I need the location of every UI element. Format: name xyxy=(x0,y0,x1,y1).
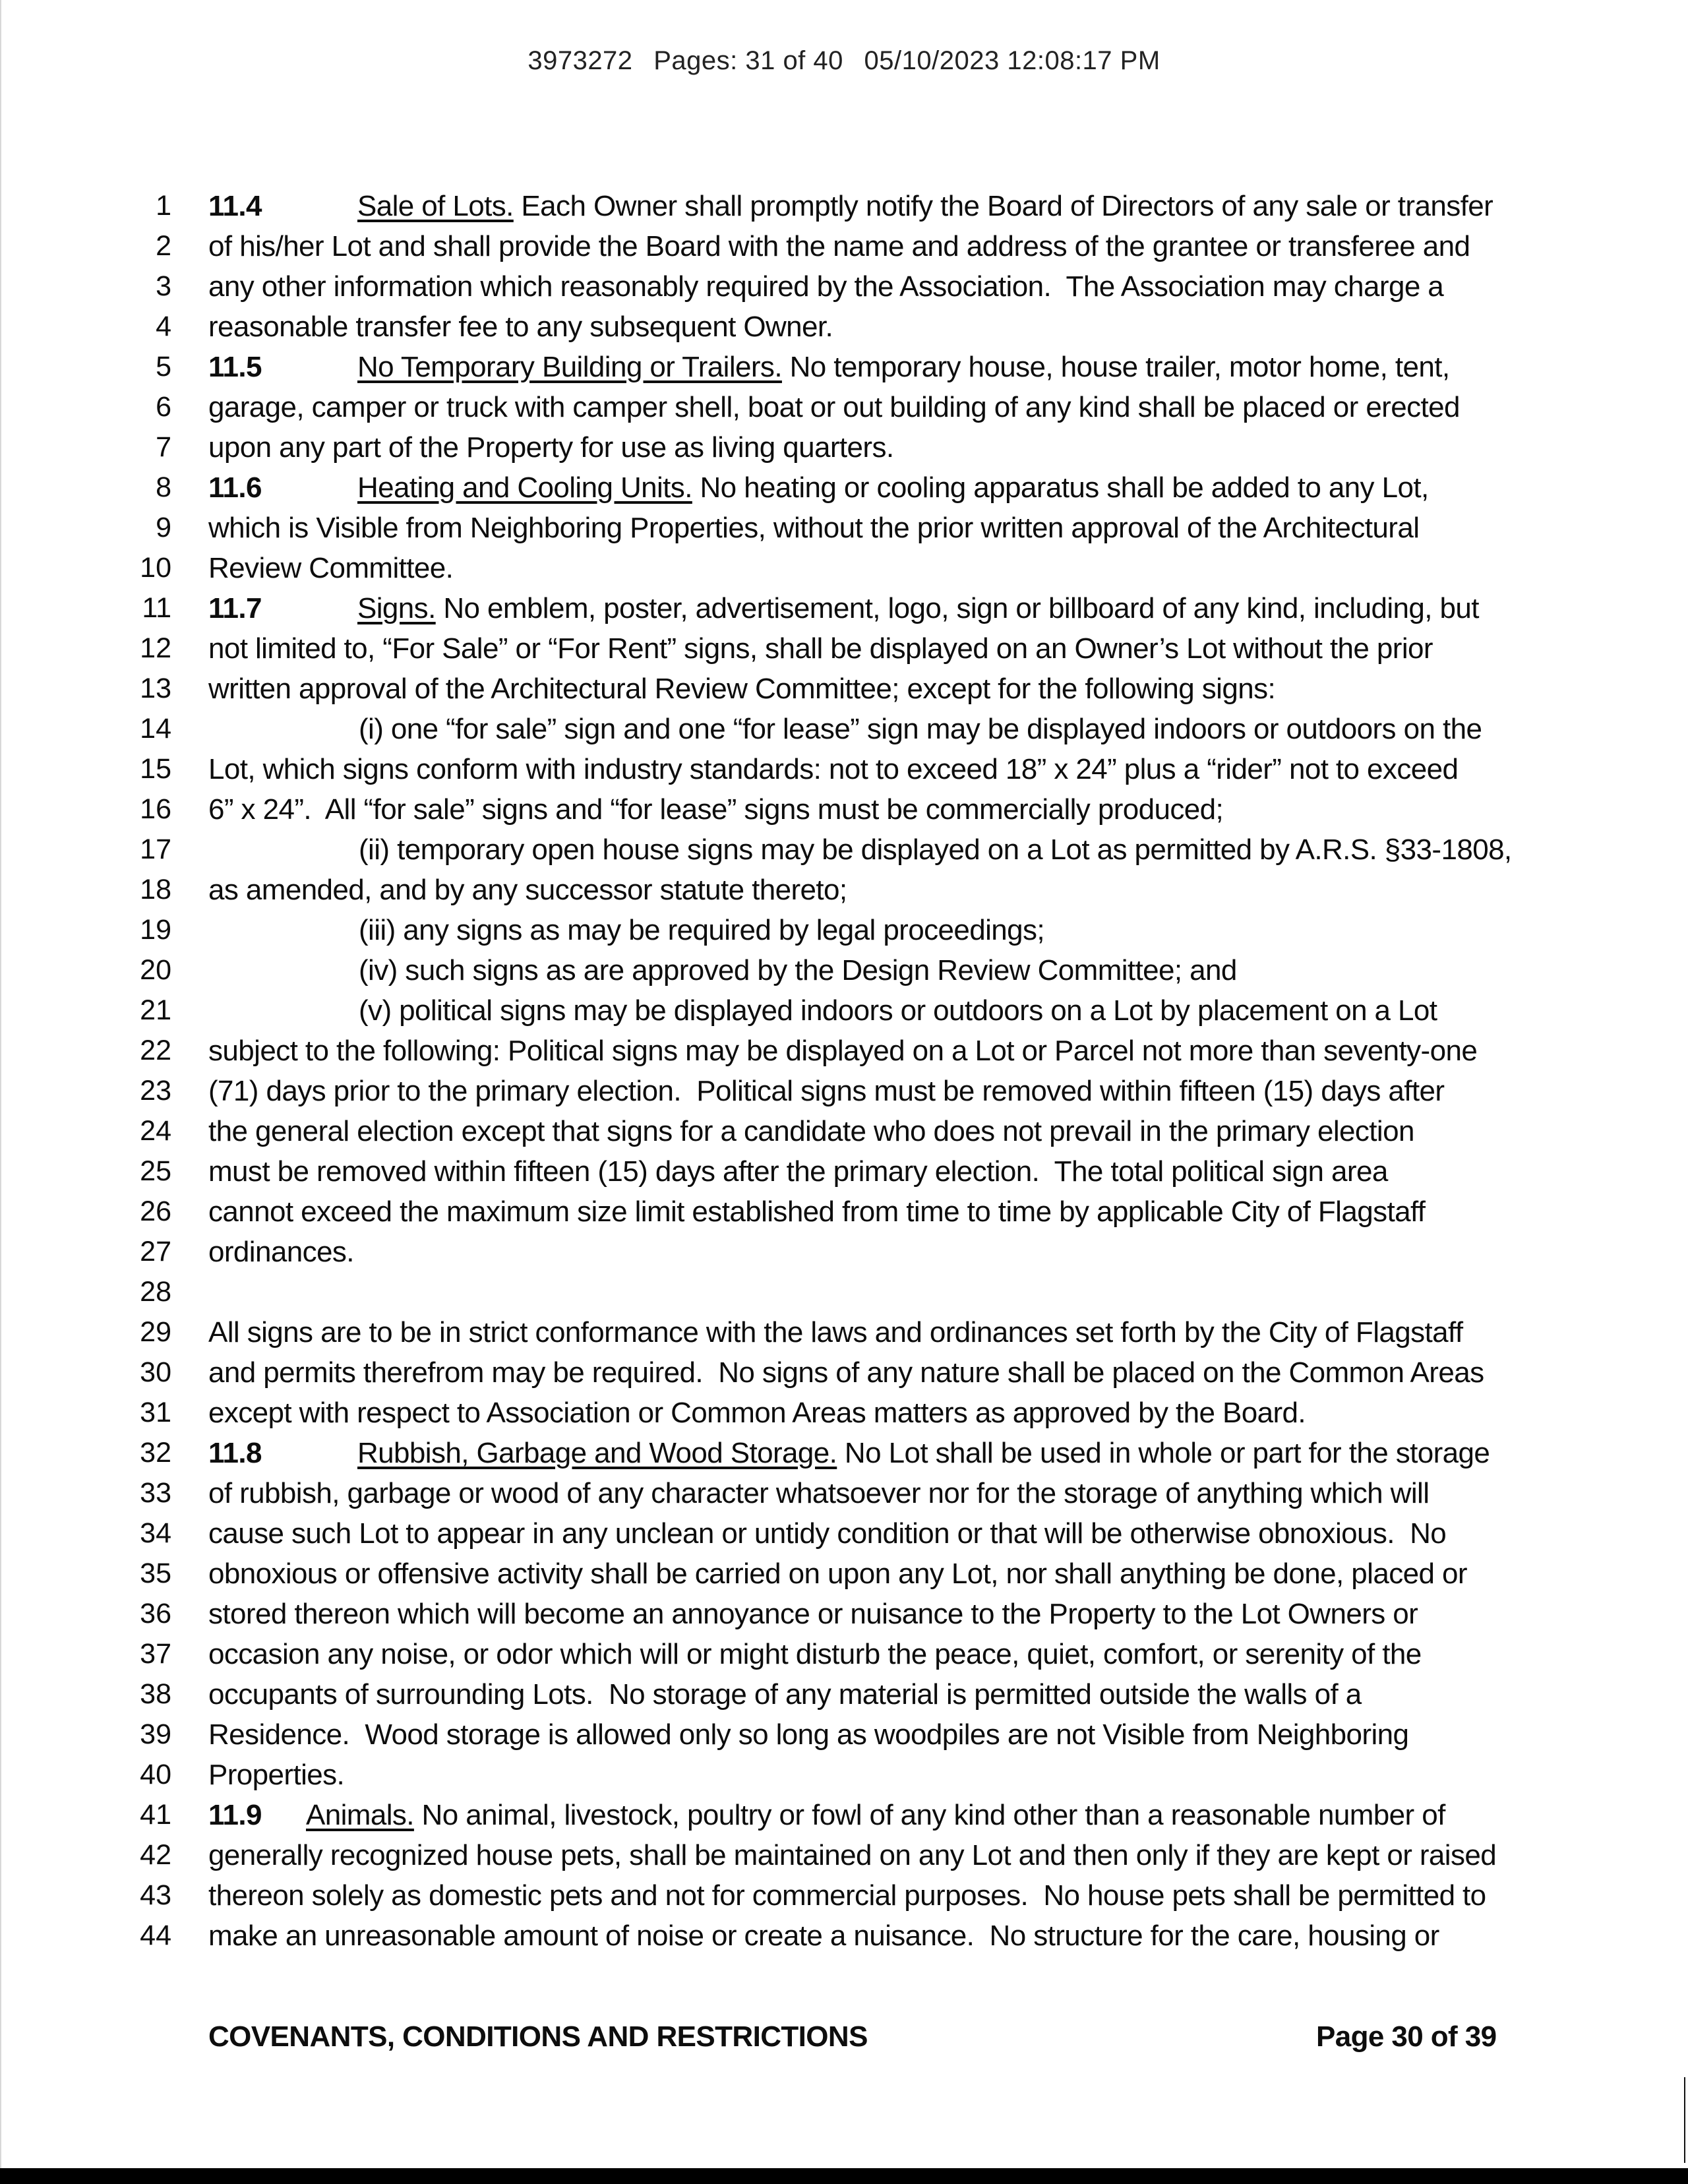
line-number: 38 xyxy=(140,1678,171,1710)
section-heading: Heating and Cooling Units. xyxy=(357,471,692,504)
body-text: (v) political signs may be displayed indoors or outdoors on a Lot by placement on a Lot xyxy=(359,994,1437,1027)
text-line xyxy=(0,1071,1688,1111)
line-number: 37 xyxy=(140,1638,171,1670)
line-number: 27 xyxy=(140,1236,171,1267)
section-number: 11.4 xyxy=(208,190,262,222)
line-number: 1 xyxy=(156,190,171,222)
text-line xyxy=(0,1312,1688,1352)
body-text: stored thereon which will become an annoyance or nuisance to the Property to the Lot Owners or xyxy=(208,1598,1418,1630)
body-text: generally recognized house pets, shall be maintained on any Lot and then only if they are kept or raised xyxy=(208,1839,1497,1871)
line-number: 40 xyxy=(140,1759,171,1790)
line-text xyxy=(208,1111,1414,1151)
line-number: 17 xyxy=(140,834,171,865)
line-text xyxy=(208,387,1460,427)
text-line xyxy=(0,1192,1688,1232)
text-line xyxy=(0,387,1688,427)
text-line xyxy=(0,830,1688,870)
line-number: 12 xyxy=(140,632,171,664)
scan-bottom-border xyxy=(0,2168,1688,2184)
line-number: 35 xyxy=(140,1558,171,1589)
text-line xyxy=(0,1352,1688,1393)
line-text xyxy=(208,1352,1484,1393)
line-text xyxy=(208,266,1443,307)
line-text xyxy=(208,1513,1446,1554)
line-number: 8 xyxy=(156,471,171,503)
line-number: 23 xyxy=(140,1075,171,1107)
line-text xyxy=(208,1634,1422,1674)
line-number: 3 xyxy=(156,270,171,302)
line-text xyxy=(208,468,1429,508)
line-text xyxy=(208,910,1044,950)
line-number: 39 xyxy=(140,1718,171,1750)
body-text: reasonable transfer fee to any subsequent Owner. xyxy=(208,311,833,343)
text-line xyxy=(0,1916,1688,1956)
text-line xyxy=(0,226,1688,266)
body-text: ordinances. xyxy=(208,1236,354,1268)
text-line xyxy=(0,1875,1688,1916)
body-text: Each Owner shall promptly notify the Board of Directors of any sale or transfer xyxy=(513,190,1493,222)
page-count: Pages: 31 of 40 xyxy=(653,46,843,75)
line-number: 28 xyxy=(140,1276,171,1308)
numbered-text-body xyxy=(0,186,1688,1956)
line-text xyxy=(208,427,894,468)
section-heading: Rubbish, Garbage and Wood Storage. xyxy=(357,1437,837,1469)
body-text: of his/her Lot and shall provide the Board with the name and address of the grantee or transferee and xyxy=(208,230,1470,262)
line-number: 36 xyxy=(140,1598,171,1629)
body-text: make an unreasonable amount of noise or create a nuisance. No structure for the care, housing or xyxy=(208,1920,1439,1952)
body-text: the general election except that signs for a candidate who does not prevail in the primary election xyxy=(208,1115,1414,1147)
text-line xyxy=(0,508,1688,548)
line-text xyxy=(208,1714,1408,1755)
line-text xyxy=(208,669,1275,709)
body-text: 6” x 24”. All “for sale” signs and “for lease” signs must be commercially produced; xyxy=(208,793,1224,826)
body-text: Residence. Wood storage is allowed only so long as woodpiles are not Visible from Neighboring xyxy=(208,1718,1409,1751)
body-text: which is Visible from Neighboring Properties, without the prior written approval of the Architectural xyxy=(208,512,1420,544)
body-text: garage, camper or truck with camper shell, boat or out building of any kind shall be placed or erected xyxy=(208,391,1460,423)
line-number: 30 xyxy=(140,1356,171,1388)
line-number: 14 xyxy=(140,713,171,744)
body-text: No emblem, poster, advertisement, logo, sign or billboard of any kind, including, but xyxy=(435,592,1479,624)
line-number: 21 xyxy=(140,994,171,1026)
body-text: of rubbish, garbage or wood of any character whatsoever nor for the storage of anything which will xyxy=(208,1477,1430,1509)
line-number: 33 xyxy=(140,1477,171,1509)
body-text: must be removed within fifteen (15) days after the primary election. The total political sign area xyxy=(208,1155,1388,1188)
body-text: written approval of the Architectural Review Committee; except for the following signs: xyxy=(208,673,1276,705)
line-text xyxy=(208,749,1458,789)
line-number: 44 xyxy=(140,1920,171,1951)
line-text xyxy=(208,1031,1477,1071)
line-text xyxy=(208,1755,344,1795)
text-line xyxy=(0,1031,1688,1071)
line-text xyxy=(208,347,1449,387)
line-text xyxy=(208,1433,1490,1473)
text-line xyxy=(0,468,1688,508)
text-line xyxy=(0,1835,1688,1875)
text-line xyxy=(0,1594,1688,1634)
text-line xyxy=(0,307,1688,347)
body-text: occasion any noise, or odor which will or might disturb the peace, quiet, comfort, or serenity of the xyxy=(208,1638,1422,1670)
line-number: 26 xyxy=(140,1196,171,1227)
line-number: 9 xyxy=(156,512,171,543)
body-text: All signs are to be in strict conformance with the laws and ordinances set forth by the City of Flagstaff xyxy=(208,1316,1463,1349)
section-number: 11.9 xyxy=(208,1799,262,1831)
body-text: (71) days prior to the primary election. Political signs must be removed within fifteen (15) days after xyxy=(208,1075,1445,1107)
body-text: upon any part of the Property for use as living quarters. xyxy=(208,431,894,464)
text-line xyxy=(0,1795,1688,1835)
body-text: not limited to, “For Sale” or “For Rent” signs, shall be displayed on an Owner’s Lot without the prior xyxy=(208,632,1433,665)
line-number: 29 xyxy=(140,1316,171,1348)
line-text xyxy=(208,1554,1467,1594)
text-line xyxy=(0,910,1688,950)
text-line xyxy=(0,709,1688,749)
text-line xyxy=(0,1111,1688,1151)
line-number: 5 xyxy=(156,351,171,382)
scan-edge-mark xyxy=(1684,2077,1685,2163)
line-number: 6 xyxy=(156,391,171,423)
body-text: (iii) any signs as may be required by legal proceedings; xyxy=(359,914,1045,946)
body-text: cannot exceed the maximum size limit established from time to time by applicable City of Flagstaff xyxy=(208,1196,1426,1228)
line-text xyxy=(208,830,1512,870)
section-number: 11.6 xyxy=(208,471,262,504)
line-text xyxy=(208,548,453,588)
line-text xyxy=(208,226,1470,266)
line-number: 24 xyxy=(140,1115,171,1147)
text-line xyxy=(0,266,1688,307)
line-text xyxy=(208,870,847,910)
line-text xyxy=(208,950,1237,990)
section-number: 11.8 xyxy=(208,1437,262,1469)
text-line xyxy=(0,427,1688,468)
body-text: No heating or cooling apparatus shall be added to any Lot, xyxy=(692,471,1429,504)
line-number: 2 xyxy=(156,230,171,262)
text-line xyxy=(0,749,1688,789)
line-number: 18 xyxy=(140,874,171,905)
line-number: 25 xyxy=(140,1155,171,1187)
line-number: 42 xyxy=(140,1839,171,1871)
line-number: 13 xyxy=(140,673,171,704)
line-number: 31 xyxy=(140,1397,171,1428)
line-text xyxy=(208,588,1479,628)
line-number: 11 xyxy=(142,592,171,624)
line-text xyxy=(208,1312,1462,1352)
section-heading: Sale of Lots. xyxy=(357,190,514,222)
body-text: as amended, and by any successor statute thereto; xyxy=(208,874,847,906)
line-text xyxy=(208,1232,354,1272)
body-text: No animal, livestock, poultry or fowl of any kind other than a reasonable number of xyxy=(413,1799,1445,1831)
line-text xyxy=(208,1594,1418,1634)
line-number: 4 xyxy=(156,311,171,342)
body-text: (i) one “for sale” sign and one “for lease” sign may be displayed indoors or outdoors on the xyxy=(359,713,1482,745)
body-text: (ii) temporary open house signs may be displayed on a Lot as permitted by A.R.S. §33-1808, xyxy=(359,834,1512,866)
line-number: 16 xyxy=(140,793,171,825)
section-heading: No Temporary Building or Trailers. xyxy=(357,351,782,383)
line-number: 20 xyxy=(140,954,171,986)
text-line xyxy=(0,1473,1688,1513)
text-line xyxy=(0,1554,1688,1594)
section-number: 11.5 xyxy=(208,351,262,383)
text-line xyxy=(0,186,1688,226)
section-heading: Animals. xyxy=(306,1799,414,1831)
line-number: 43 xyxy=(140,1879,171,1911)
text-line xyxy=(0,1393,1688,1433)
line-text xyxy=(208,1835,1496,1875)
line-text xyxy=(208,709,1482,749)
line-number: 34 xyxy=(140,1517,171,1549)
line-text xyxy=(208,1916,1439,1956)
body-text: No Lot shall be used in whole or part for the storage xyxy=(837,1437,1490,1469)
line-text xyxy=(208,186,1493,226)
text-line xyxy=(0,1232,1688,1272)
text-line xyxy=(0,1714,1688,1755)
line-text xyxy=(208,1192,1425,1232)
body-text: occupants of surrounding Lots. No storage of any material is permitted outside the walls of a xyxy=(208,1678,1362,1711)
line-number: 32 xyxy=(140,1437,171,1469)
line-number: 15 xyxy=(140,753,171,785)
recording-stamp xyxy=(0,46,1688,76)
line-text xyxy=(208,508,1419,548)
text-line xyxy=(0,950,1688,990)
line-text xyxy=(208,1795,1445,1835)
line-text xyxy=(208,1151,1388,1192)
text-line xyxy=(0,1272,1688,1312)
text-line xyxy=(0,1433,1688,1473)
body-text: No temporary house, house trailer, motor home, tent, xyxy=(781,351,1450,383)
text-line xyxy=(0,1755,1688,1795)
body-text: Lot, which signs conform with industry standards: not to exceed 18” x 24” plus a “rider” not to exceed xyxy=(208,753,1459,785)
footer-page-number: Page 30 of 39 xyxy=(1316,2020,1497,2053)
text-line xyxy=(0,628,1688,669)
body-text: Review Committee. xyxy=(208,552,454,584)
line-text xyxy=(208,1393,1306,1433)
line-number: 22 xyxy=(140,1035,171,1066)
line-text xyxy=(208,990,1437,1031)
footer-document-title: COVENANTS, CONDITIONS AND RESTRICTIONS xyxy=(208,2020,868,2053)
body-text: any other information which reasonably required by the Association. The Association may charge a xyxy=(208,270,1444,303)
body-text: subject to the following: Political signs may be displayed on a Lot or Parcel not more than seventy-one xyxy=(208,1035,1478,1067)
text-line xyxy=(0,548,1688,588)
section-heading: Signs. xyxy=(357,592,436,624)
line-number: 7 xyxy=(156,431,171,463)
line-text xyxy=(208,307,833,347)
line-number: 19 xyxy=(140,914,171,946)
line-text xyxy=(208,1071,1444,1111)
section-number: 11.7 xyxy=(208,592,262,624)
recording-datetime: 05/10/2023 12:08:17 PM xyxy=(864,46,1160,75)
body-text: and permits therefrom may be required. No signs of any nature shall be placed on the Common Areas xyxy=(208,1356,1484,1389)
body-text: Properties. xyxy=(208,1759,345,1791)
text-line xyxy=(0,990,1688,1031)
text-line xyxy=(0,1634,1688,1674)
text-line xyxy=(0,347,1688,387)
text-line xyxy=(0,588,1688,628)
text-line xyxy=(0,870,1688,910)
document-number: 3973272 xyxy=(528,46,633,75)
body-text: obnoxious or offensive activity shall be carried on upon any Lot, nor shall anything be done, placed or xyxy=(208,1558,1467,1590)
text-line xyxy=(0,1151,1688,1192)
body-text: thereon solely as domestic pets and not for commercial purposes. No house pets shall be permitted to xyxy=(208,1879,1486,1912)
text-line xyxy=(0,1674,1688,1714)
text-line xyxy=(0,669,1688,709)
line-text xyxy=(208,1473,1429,1513)
text-line xyxy=(0,1513,1688,1554)
line-text xyxy=(208,1875,1486,1916)
line-text xyxy=(208,628,1433,669)
line-number: 10 xyxy=(140,552,171,584)
line-text xyxy=(208,1674,1362,1714)
body-text: except with respect to Association or Common Areas matters as approved by the Board. xyxy=(208,1397,1306,1429)
body-text: cause such Lot to appear in any unclean or untidy condition or that will be otherwise obnoxious. No xyxy=(208,1517,1447,1550)
line-number: 41 xyxy=(140,1799,171,1831)
body-text: (iv) such signs as are approved by the Design Review Committee; and xyxy=(359,954,1237,986)
line-text xyxy=(208,789,1223,830)
text-line xyxy=(0,789,1688,830)
